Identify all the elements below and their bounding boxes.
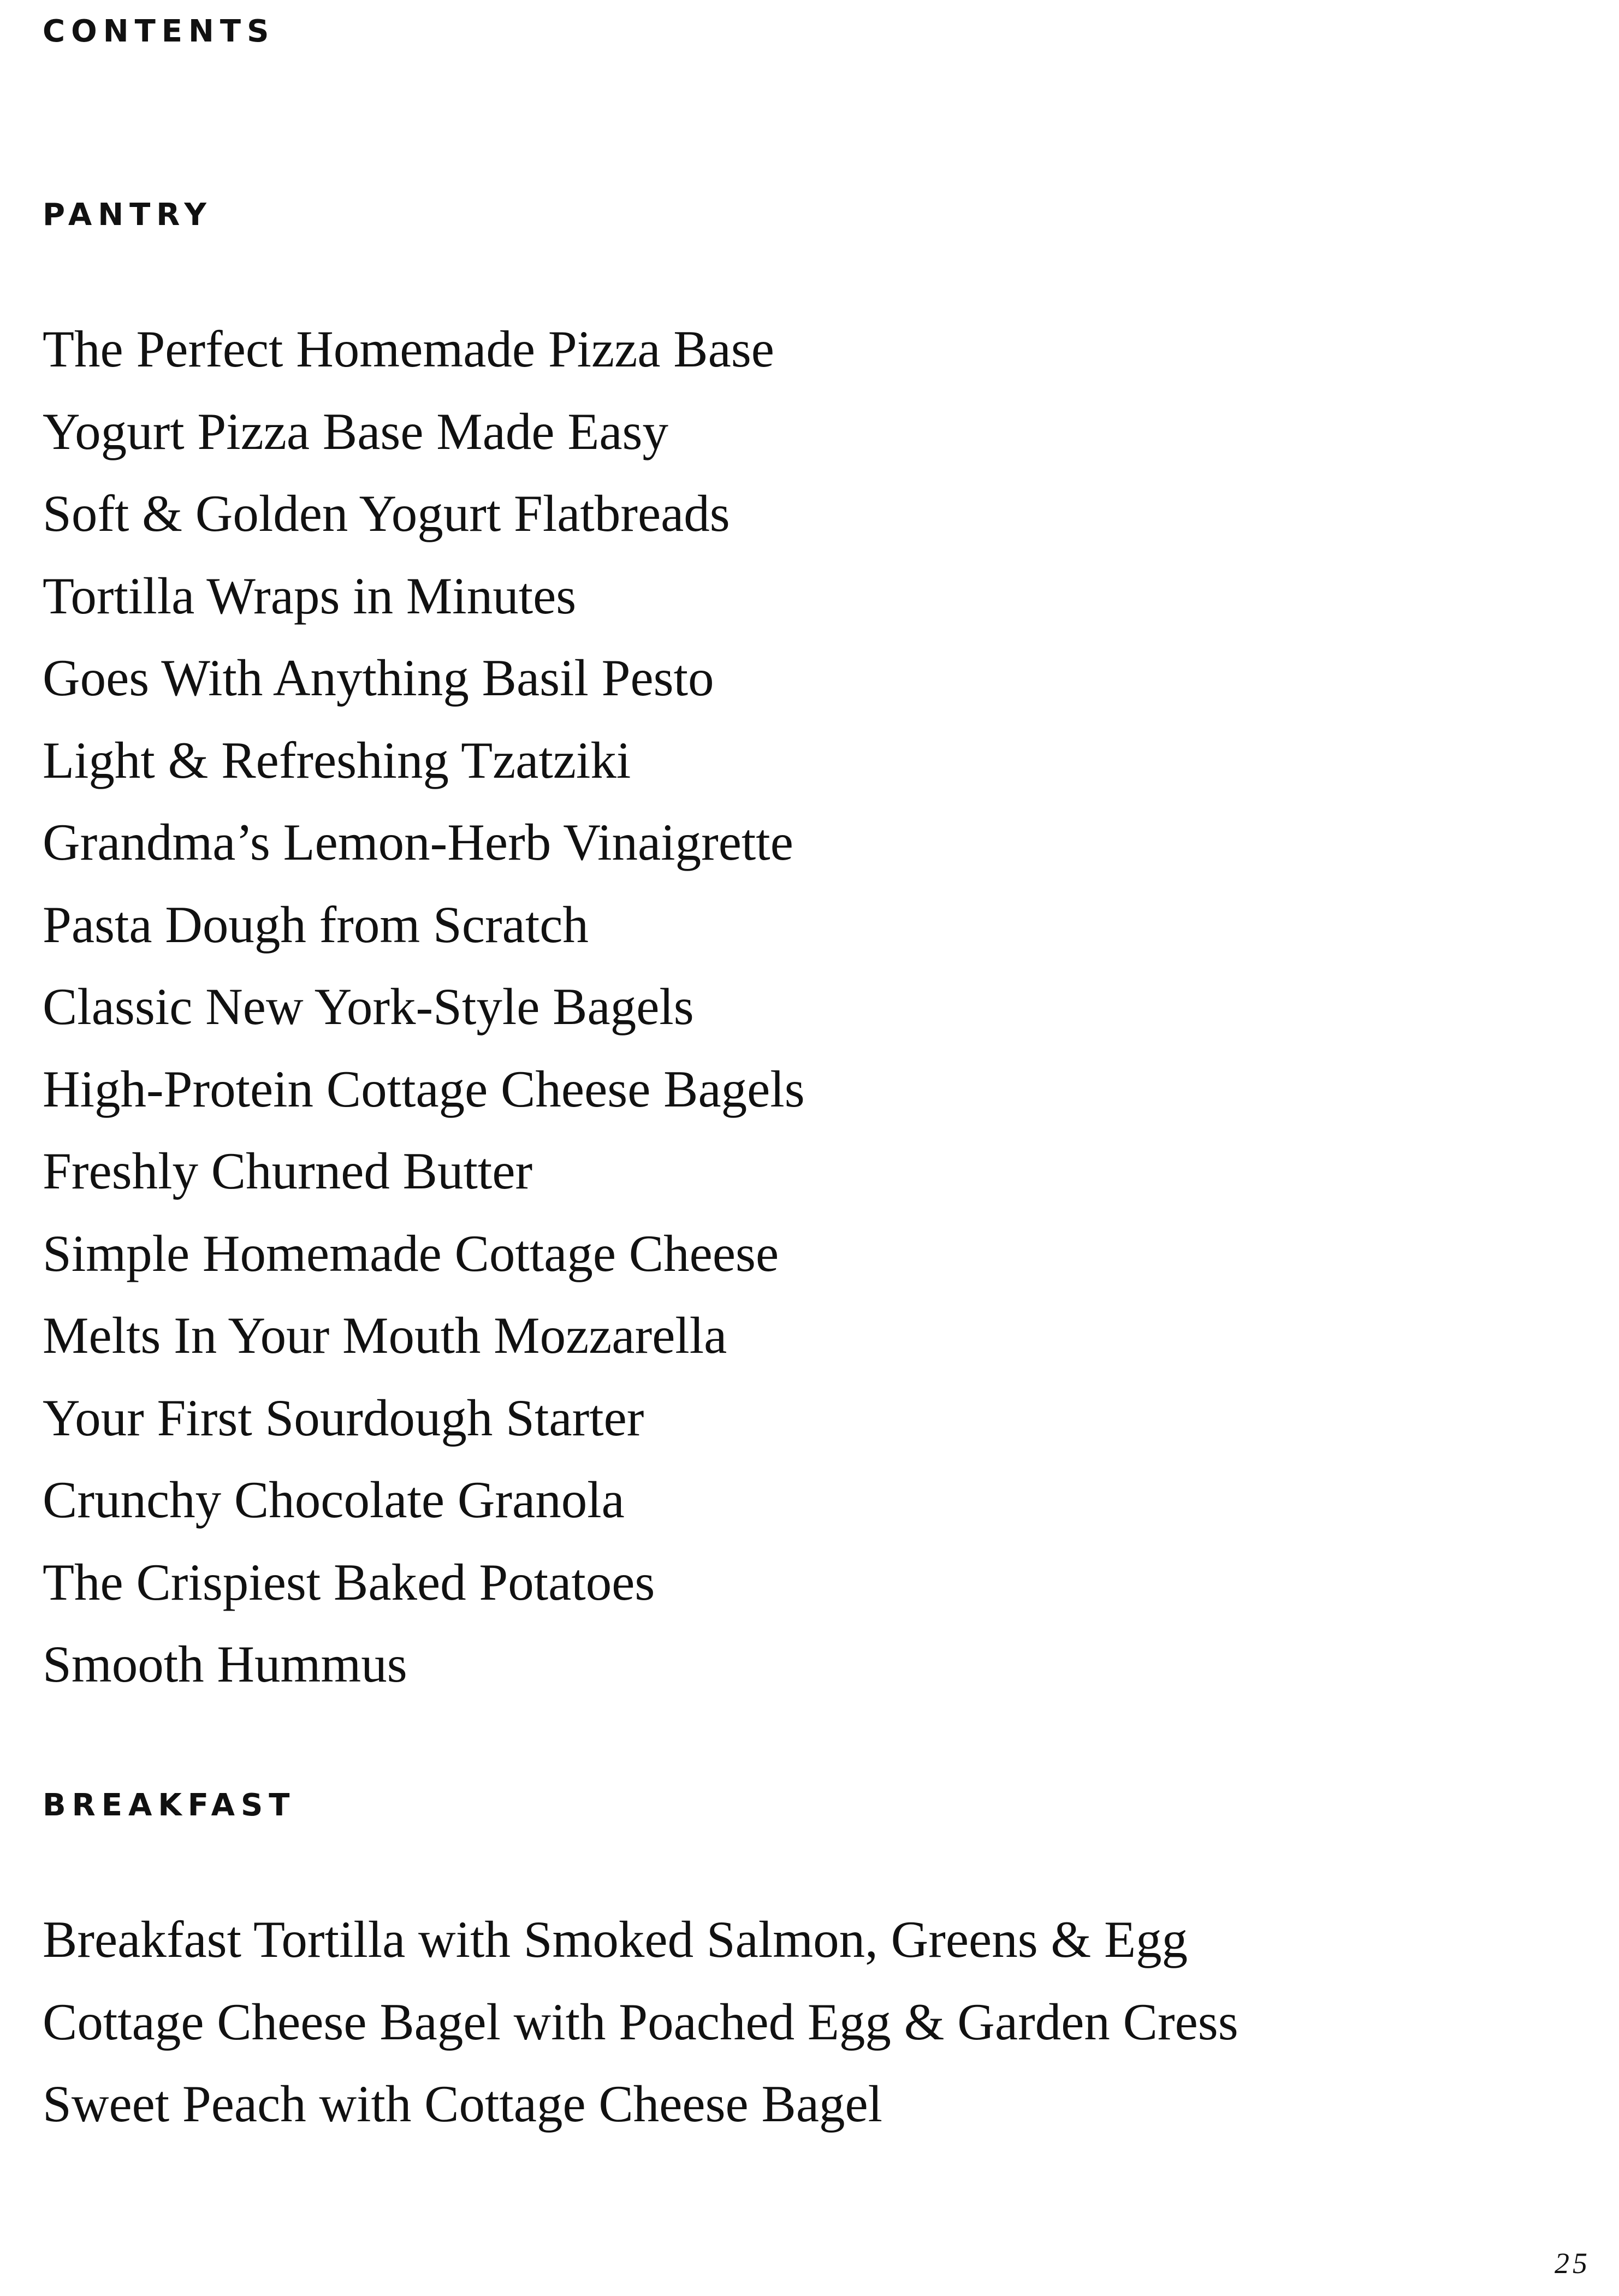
section-heading: BREAKFAST [43,1788,296,1823]
recipe-item[interactable]: Goes With Anything Basil Pesto [43,649,714,707]
recipe-item[interactable]: Pasta Dough from Scratch [43,895,589,954]
recipe-item[interactable]: Classic New York-Style Bagels [43,978,694,1035]
recipe-item[interactable]: Your First Sourdough Starter [43,1388,644,1447]
recipe-item[interactable]: High-Protein Cottage Cheese Bagels [43,1060,805,1118]
recipe-item[interactable]: Breakfast Tortilla with Smoked Salmon, Greens & Egg [43,1910,1188,1968]
recipe-item[interactable]: Freshly Churned Butter [43,1142,533,1200]
recipe-item[interactable]: Smooth Hummus [43,1635,407,1693]
recipe-list [43,1898,1517,2145]
recipe-item[interactable]: Crunchy Chocolate Granola [43,1471,625,1529]
recipe-item[interactable]: Sweet Peach with Cottage Cheese Bagel [43,2075,883,2133]
section-breakfast [43,1786,1517,2145]
section-heading: PANTRY [43,197,212,233]
recipe-item[interactable]: Yogurt Pizza Base Made Easy [43,402,668,460]
page-title: CONTENTS [43,14,275,49]
recipe-item[interactable]: Melts In Your Mouth Mozzarella [43,1306,727,1364]
recipe-item[interactable]: The Crispiest Baked Potatoes [43,1553,655,1611]
recipe-list [43,308,1517,1706]
recipe-item[interactable]: Light & Refreshing Tzatziki [43,731,631,789]
recipe-item[interactable]: Cottage Cheese Bagel with Poached Egg & Garden Cress [43,1992,1238,2051]
recipe-item[interactable]: Simple Homemade Cottage Cheese [43,1224,779,1282]
page-number: 25 [1555,2247,1591,2280]
recipe-item[interactable]: Tortilla Wraps in Minutes [43,566,577,625]
recipe-item[interactable]: Soft & Golden Yogurt Flatbreads [43,484,730,542]
recipe-item[interactable]: The Perfect Homemade Pizza Base [43,320,774,378]
section-pantry [43,196,1517,1706]
recipe-item[interactable]: Grandma’s Lemon-Herb Vinaigrette [43,813,793,871]
